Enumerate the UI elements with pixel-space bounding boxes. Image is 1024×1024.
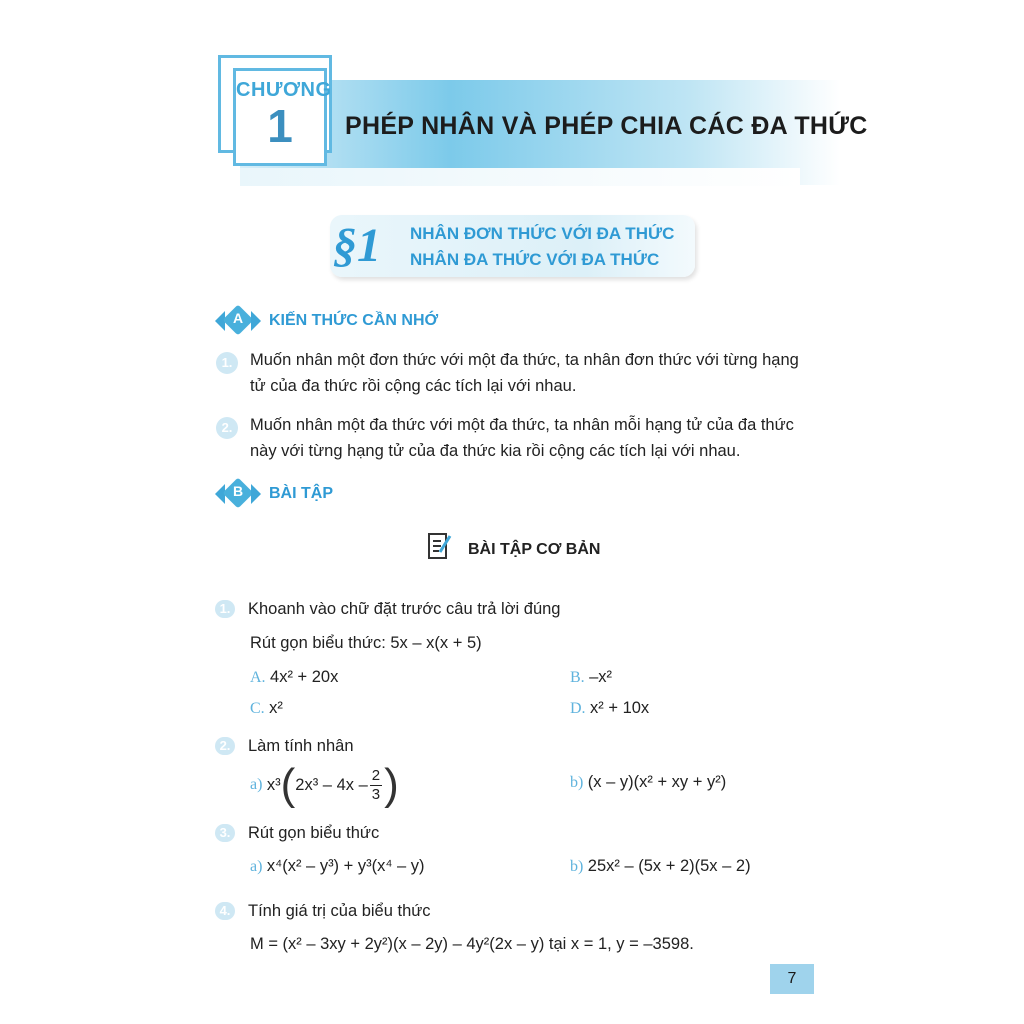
item-2-line-2: này với từng hạng tử của đa thức kia rồi cộng các tích lại với nhau. [250, 442, 741, 460]
exercise-1-prompt: Rút gọn biểu thức: 5x – x(x + 5) [250, 634, 482, 652]
exercise-2b [570, 773, 726, 792]
page-number: 7 [770, 964, 814, 994]
option-a-text: 4x² + 20x [270, 668, 339, 686]
exercise-2a [250, 760, 399, 810]
part-a-header [215, 308, 438, 334]
option-b[interactable] [570, 668, 612, 687]
exercise-1-title: Khoanh vào chữ đặt trước câu trả lời đúng [248, 600, 561, 618]
option-a[interactable] [250, 668, 338, 687]
option-c[interactable] [250, 699, 283, 718]
exercise-3a-text: x⁴(x² – y³) + y³(x⁴ – y) [266, 857, 425, 875]
exercise-2a-label: a) [250, 776, 263, 793]
item-1-line-2: tử của đa thức rồi cộng các tích lại với nhau. [250, 377, 577, 395]
section-title-1: NHÂN ĐƠN THỨC VỚI ĐA THỨC [410, 224, 675, 243]
exercise-2-title: Làm tính nhân [248, 737, 354, 755]
fraction-numerator: 2 [371, 766, 381, 784]
chevron-right-icon [251, 311, 261, 331]
item-1-line-1: Muốn nhân một đơn thức với một đa thức, ta nhân đơn thức với từng hạng [250, 351, 799, 369]
exercise-3b-label: b) [570, 858, 584, 875]
exercise-4-expression: M = (x² – 3xy + 2y²)(x – 2y) – 4y²(2x – y) tại x = 1, y = –3598. [250, 935, 694, 953]
chapter-title: PHÉP NHÂN VÀ PHÉP CHIA CÁC ĐA THỨC [345, 112, 868, 140]
paren-open: ( [280, 760, 296, 809]
option-b-label: B. [570, 669, 585, 686]
option-c-label: C. [250, 700, 265, 717]
exercise-3-title: Rút gọn biểu thức [248, 824, 380, 842]
part-b-badge [215, 481, 261, 507]
part-b-header [215, 481, 333, 507]
paren-close: ) [384, 760, 399, 809]
section-title-2: NHÂN ĐA THỨC VỚI ĐA THỨC [410, 250, 660, 269]
part-a-badge [215, 308, 261, 334]
option-b-text: –x² [589, 668, 613, 686]
exercise-2a-pre: x³ [266, 775, 281, 794]
exercise-1-number: 1. [215, 600, 235, 618]
item-1-number: 1. [216, 352, 238, 374]
chapter-label: CHƯƠNG [236, 79, 332, 101]
notepad-pencil-icon [428, 532, 452, 560]
exercise-2a-mid: 2x³ – 4x – [295, 775, 368, 794]
exercise-2-number: 2. [215, 737, 235, 755]
exercise-2b-label: b) [570, 774, 584, 791]
chapter-box [233, 68, 332, 166]
part-a-letter: A [232, 310, 244, 326]
exercise-3a-label: a) [250, 858, 263, 875]
exercise-3b-text: 25x² – (5x + 2)(5x – 2) [587, 857, 751, 875]
exercise-3b [570, 857, 751, 876]
option-d-label: D. [570, 700, 586, 717]
fraction-denominator: 3 [371, 785, 381, 803]
option-c-text: x² [269, 699, 283, 717]
fraction [370, 767, 382, 804]
chapter-number: 1 [267, 100, 293, 152]
chapter-banner-shadow [240, 168, 800, 186]
part-a-title: KIẾN THỨC CẦN NHỚ [269, 312, 439, 329]
part-b-title: BÀI TẬP [269, 485, 333, 502]
section-mark: §1 [333, 219, 381, 272]
practice-title: BÀI TẬP CƠ BẢN [468, 541, 601, 558]
exercise-4-title: Tính giá trị của biểu thức [248, 902, 431, 920]
option-d-text: x² + 10x [590, 699, 650, 717]
option-a-label: A. [250, 669, 266, 686]
exercise-2b-text: (x – y)(x² + xy + y²) [587, 773, 727, 791]
part-b-letter: B [232, 483, 244, 499]
item-2-number: 2. [216, 417, 238, 439]
option-d[interactable] [570, 699, 649, 718]
exercise-3a [250, 857, 425, 876]
exercise-4-number: 4. [215, 902, 235, 920]
item-2-line-1: Muốn nhân một đa thức với một đa thức, ta nhân mỗi hạng tử của đa thức [250, 416, 794, 434]
chevron-right-icon [251, 484, 261, 504]
exercise-3-number: 3. [215, 824, 235, 842]
